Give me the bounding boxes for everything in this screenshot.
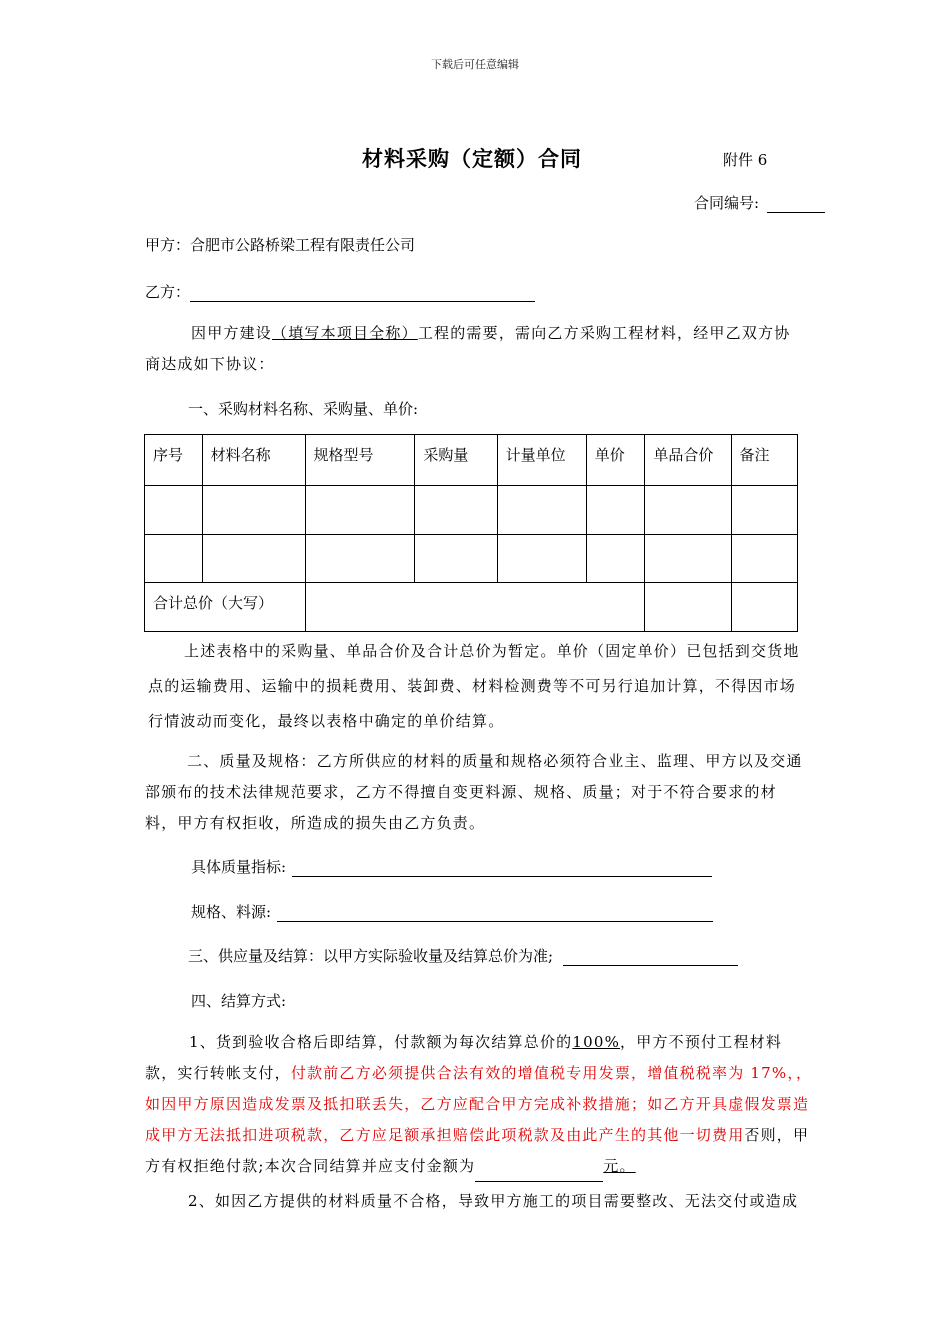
table-cell[interactable] — [305, 486, 415, 535]
table-row — [145, 535, 798, 583]
quality-indicator-label: 具体质量指标: — [191, 858, 287, 876]
payment-amount-blank[interactable] — [475, 1167, 603, 1182]
payment-percent: 100% — [572, 1033, 621, 1051]
section-3-text: 三、供应量及结算：以甲方实际验收量及结算总价为准; — [188, 947, 554, 965]
header-cell: 采购量 — [415, 435, 497, 486]
header-cell: 单品合价 — [645, 435, 731, 486]
table-cell[interactable] — [497, 535, 586, 583]
section-3-blank[interactable] — [563, 949, 738, 966]
total-label-cell: 合计总价（大写） — [145, 583, 306, 632]
table-cell[interactable] — [645, 583, 731, 632]
header-cell: 序号 — [145, 435, 203, 486]
header-cell: 材料名称 — [202, 435, 305, 486]
intro-prefix: 因甲方建设 — [191, 324, 273, 342]
table-cell[interactable] — [145, 486, 203, 535]
materials-table — [144, 434, 798, 632]
clause-1-text-a: 1、货到验收合格后即结算，付款额为每次结算总价的 — [189, 1033, 573, 1051]
table-cell[interactable] — [497, 486, 586, 535]
intro-paragraph — [145, 318, 805, 380]
table-cell[interactable] — [202, 535, 305, 583]
table-cell[interactable] — [586, 535, 645, 583]
table-row — [145, 486, 798, 535]
quality-indicator-blank[interactable] — [292, 860, 712, 877]
contract-number-label: 合同编号: — [694, 194, 760, 212]
contract-title: 材料采购（定额）合同 — [362, 146, 582, 171]
header-note: 下载后可任意编辑 — [431, 58, 519, 71]
table-cell[interactable] — [586, 486, 645, 535]
section-4-title: 四、结算方式: — [191, 992, 287, 1010]
intro-suffix: 工程的需要，需向乙方采购工程材料，经甲乙双方协商达成如下协议： — [145, 324, 791, 373]
section-1-title: 一、采购材料名称、采购量、单价: — [188, 400, 419, 418]
clause-2-paragraph: 2、如因乙方提供的材料质量不合格，导致甲方施工的项目需要整改、无法交付或造成 — [188, 1192, 799, 1210]
clause-1-text-c: 否则，甲方有权拒绝付款;本次合同结算并应支付金额为 — [145, 1126, 810, 1175]
party-a: 甲方：合肥市公路桥梁工程有限责任公司 — [145, 236, 416, 254]
currency-unit: 元。 — [603, 1157, 636, 1175]
table-cell[interactable] — [202, 486, 305, 535]
party-b — [145, 281, 535, 302]
party-b-blank[interactable] — [190, 285, 535, 302]
attachment-label: 附件 6 — [723, 151, 768, 169]
table-cell[interactable] — [305, 535, 415, 583]
header-cell: 计量单位 — [497, 435, 586, 486]
quality-indicator-row — [191, 856, 712, 877]
contract-number-blank[interactable] — [767, 198, 825, 213]
table-cell[interactable] — [645, 486, 731, 535]
table-cell[interactable] — [731, 535, 797, 583]
contract-number — [694, 192, 825, 213]
header-cell: 备注 — [731, 435, 797, 486]
invoice-requirement-text: 付款前乙方必须提供合法有效的增值税专用发票，增值税税率为 17%，，如因甲方原因造成发票及抵扣联丢失，乙方应配合甲方完成补救措施；如乙方开具虚假发票造成甲方无法抵扣进项税款，乙方应足额承担赔偿此项税款及由此产生的其他一切费用 — [145, 1064, 813, 1144]
clause-1-text-b: ，甲方不预付工程材料款，实行转帐支付， — [145, 1033, 783, 1082]
table-cell[interactable] — [645, 535, 731, 583]
section-3-row — [188, 945, 738, 966]
spec-source-row — [191, 901, 713, 922]
table-note: 上述表格中的采购量、单品合价及合计总价为暂定。单价（固定单价）已包括到交货地点的运输费用、运输中的损耗费用、装卸费、材料检测费等不可另行追加计算，不得因市场行情波动而变化，最终以表格中确定的单价结算。 — [148, 642, 800, 730]
table-header-row — [145, 435, 798, 486]
header-cell: 规格型号 — [305, 435, 415, 486]
table-cell[interactable] — [145, 535, 203, 583]
table-total-row — [145, 583, 798, 632]
section-2-paragraph: 二、质量及规格：乙方所供应的材料的质量和规格必须符合业主、监理、甲方以及交通部颁布的技术法律规范要求，乙方不得擅自变更料源、规格、质量；对于不符合要求的材料，甲方有权拒收，所造成的损失由乙方负责。 — [145, 752, 803, 832]
spec-source-blank[interactable] — [277, 905, 713, 922]
project-name-blank[interactable]: （填写本项目全称） — [272, 324, 418, 342]
table-cell[interactable] — [415, 535, 497, 583]
table-cell[interactable] — [731, 486, 797, 535]
clause-1-paragraph — [145, 1027, 813, 1182]
header-cell: 单价 — [586, 435, 645, 486]
total-amount-cell[interactable] — [305, 583, 645, 632]
spec-source-label: 规格、料源: — [191, 903, 272, 921]
table-cell[interactable] — [731, 583, 797, 632]
table-cell[interactable] — [415, 486, 497, 535]
party-b-label: 乙方： — [145, 283, 191, 301]
